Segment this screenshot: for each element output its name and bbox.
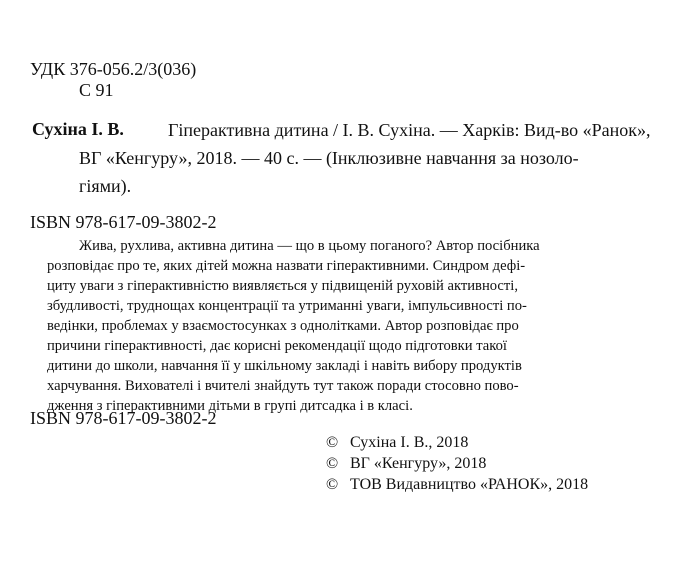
bibliographic-description-line-2: ВГ «Кенгуру», 2018. — 40 с. — (Інклюзивне навчання за нозоло- — [79, 148, 579, 168]
copyright-symbol-icon: © — [326, 455, 339, 472]
annotation-line: харчування. Вихователі і вчителі знайдуть тут також поради стосовно пово- — [47, 378, 519, 394]
copyright-ranok: © ТОВ Видавництво «РАНОК», 2018 — [326, 476, 589, 493]
bibliographic-description-line-1: Гіперактивна дитина / І. В. Сухіна. — Харків: Вид-во «Ранок», — [168, 120, 651, 140]
annotation-line: причини гіперактивності, дає корисні рекомендації щодо підготовки такої — [47, 338, 507, 354]
annotation-line: ведінки, проблемах у взаємостосунках з однолітками. Автор розповідає про — [47, 318, 519, 334]
author-heading: Сухіна І. В. — [32, 119, 124, 139]
annotation-line: збудливості, труднощах концентрації та утриманні уваги, імпульсивності по- — [47, 298, 527, 314]
annotation-line: циту уваги з гіперактивністю виявляється у підвищеній руховій активності, — [47, 278, 518, 294]
copyright-kenguru: © ВГ «Кенгуру», 2018 — [326, 455, 487, 472]
copyright-symbol-icon: © — [326, 476, 339, 493]
annotation-line: дження з гіперактивними дітьми в групі дитсадка і в класі. — [47, 398, 413, 414]
copyright-symbol-icon: © — [326, 434, 339, 451]
isbn-bottom: ISBN 978-617-09-3802-2 — [30, 408, 217, 428]
annotation-line: дитини до школи, навчання її у шкільному закладі і навіть вибору продуктів — [47, 358, 522, 374]
bibliographic-description-line-3: гіями). — [79, 176, 132, 196]
udc-code: УДК 376-056.2/3(036) — [30, 59, 197, 79]
annotation-line: Жива, рухлива, активна дитина — що в цьому поганого? Автор посібника — [79, 238, 540, 254]
isbn-top: ISBN 978-617-09-3802-2 — [30, 212, 217, 232]
author-mark: С 91 — [79, 80, 114, 100]
copyright-author: © Сухіна І. В., 2018 — [326, 434, 469, 451]
annotation-line: розповідає про те, яких дітей можна назвати гіперактивними. Синдром дефі- — [47, 258, 526, 274]
